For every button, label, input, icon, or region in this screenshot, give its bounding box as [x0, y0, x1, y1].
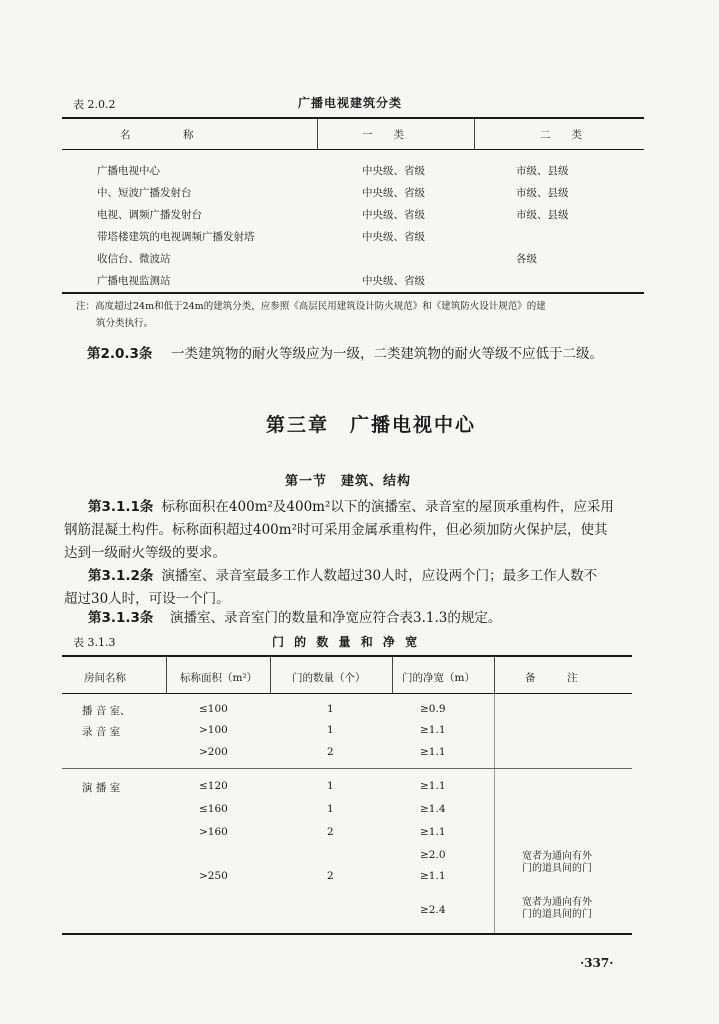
column-header-class2: 二 类 — [540, 129, 582, 141]
row-name: 广播电视监测站 — [97, 275, 171, 287]
table-top-rule — [62, 655, 632, 657]
clause-number: 第3.1.3条 — [88, 610, 154, 626]
table-note — [76, 298, 646, 332]
room-name: 播 音 室、 — [82, 705, 131, 717]
column-header-remark: 备 注 — [525, 672, 578, 684]
row-name: 带塔楼建筑的电视调频广播发射塔 — [97, 231, 255, 243]
clause-text: 演播室、录音室门的数量和净宽应符合表3.1.3的规定。 — [170, 610, 502, 626]
table-header-rule — [62, 149, 644, 150]
table-col-divider — [166, 657, 167, 693]
column-header-count: 门的数量（个） — [292, 672, 366, 684]
table-col-divider — [494, 657, 495, 693]
clause-text: 超过30人时，可设一个门。 — [64, 591, 230, 607]
cell-area: >100 — [199, 724, 228, 736]
cell-width: ≥1.1 — [420, 826, 446, 838]
row-class2: 市级、县级 — [516, 165, 569, 177]
clause-text: 一类建筑物的耐火等级应为一级，二类建筑物的耐火等级不应低于二级。 — [171, 346, 604, 362]
clause-3-1-3 — [88, 607, 501, 630]
cell-count: 2 — [327, 870, 334, 882]
cell-remark — [522, 897, 592, 921]
cell-width: ≥2.0 — [420, 849, 446, 861]
cell-width: ≥1.1 — [420, 724, 446, 736]
remark-line: 门的道具间的门 — [522, 909, 592, 920]
clause-text: 钢筋混凝土构件。标称面积超过400m²时可采用金属承重构件，但必须加防火保护层，使其 — [64, 522, 608, 538]
table-group-rule — [62, 768, 632, 769]
clause-3-1-2 — [64, 565, 649, 611]
column-header-area: 标称面积（m²） — [180, 672, 258, 684]
note-line: 筑分类执行。 — [96, 318, 154, 329]
cell-width: ≥1.1 — [420, 870, 446, 882]
row-name: 中、短波广播发射台 — [97, 187, 192, 199]
table-title: 门 的 数 量 和 净 宽 — [272, 635, 421, 649]
cell-width: ≥1.1 — [420, 780, 446, 792]
cell-remark — [522, 851, 592, 875]
table-bottom-rule — [62, 933, 632, 935]
clause-number: 第2.0.3条 — [87, 346, 153, 362]
clause-text: 演播室、录音室最多工作人数超过30人时，应设两个门；最多工作人数不 — [161, 568, 598, 584]
row-class1: 中央级、省级 — [362, 231, 425, 243]
cell-count: 1 — [327, 780, 334, 792]
cell-count: 1 — [327, 703, 334, 715]
cell-count: 1 — [327, 724, 334, 736]
row-class2: 各级 — [516, 253, 537, 265]
cell-area: ≤160 — [199, 803, 228, 815]
clause-number: 第3.1.1条 — [88, 499, 154, 515]
table-col-divider — [270, 657, 271, 693]
row-class1: 中央级、省级 — [362, 209, 425, 221]
chapter-title: 第三章 广播电视中心 — [266, 414, 477, 436]
column-header-room: 房间名称 — [84, 672, 126, 684]
cell-area: ≤100 — [199, 703, 228, 715]
remark-line: 门的道具间的门 — [522, 863, 592, 874]
cell-area: >250 — [199, 870, 228, 882]
row-class1: 中央级、省级 — [362, 165, 425, 177]
row-name: 广播电视中心 — [97, 165, 160, 177]
cell-width: ≥1.1 — [420, 746, 446, 758]
room-name: 演 播 室 — [82, 782, 121, 794]
table-col-divider — [494, 694, 495, 934]
clause-text: 达到一级耐火等级的要求。 — [64, 545, 226, 561]
column-header-width: 门的净宽（m） — [402, 672, 475, 684]
column-header-class1: 一 类 — [362, 129, 404, 141]
table-top-rule — [62, 117, 644, 119]
note-line: 注：高度超过24m和低于24m的建筑分类，应参照《高层民用建筑设计防火规范》和《建筑防火设计规范》的建 — [76, 301, 546, 312]
table-caption: 表 2.0.2 — [73, 98, 116, 111]
cell-width: ≥2.4 — [420, 904, 446, 916]
cell-area: ≤120 — [199, 780, 228, 792]
cell-width: ≥0.9 — [420, 703, 446, 715]
row-name: 收信台、微波站 — [97, 253, 171, 265]
clause-number: 第3.1.2条 — [88, 568, 154, 584]
row-class2: 市级、县级 — [516, 209, 569, 221]
cell-count: 2 — [327, 746, 334, 758]
section-title: 第一节 建筑、结构 — [285, 474, 412, 489]
row-class1: 中央级、省级 — [362, 275, 425, 287]
clause-text: 标称面积在400m²及400m²以下的演播室、录音室的屋顶承重构件，应采用 — [161, 499, 614, 515]
cell-area: >160 — [199, 826, 228, 838]
table-header-rule — [62, 693, 632, 694]
table-caption: 表 3.1.3 — [73, 636, 116, 649]
row-name: 电视、调频广播发射台 — [97, 209, 202, 221]
clause-2-0-3 — [87, 343, 603, 366]
page-number: ·337· — [580, 956, 614, 970]
cell-width: ≥1.4 — [420, 803, 446, 815]
row-class2: 市级、县级 — [516, 187, 569, 199]
clause-3-1-1 — [64, 496, 649, 565]
table-bottom-rule — [62, 292, 644, 294]
table-col-divider — [474, 119, 475, 149]
table-col-divider — [317, 119, 318, 149]
column-header-name: 名 称 — [120, 129, 194, 141]
cell-count: 1 — [327, 803, 334, 815]
table-col-divider — [392, 657, 393, 693]
remark-line: 宽者为通向有外 — [522, 851, 592, 862]
cell-count: 2 — [327, 826, 334, 838]
table-title: 广播电视建筑分类 — [298, 96, 403, 110]
remark-line: 宽者为通向有外 — [522, 897, 592, 908]
row-class1: 中央级、省级 — [362, 187, 425, 199]
room-name: 录 音 室 — [82, 726, 121, 738]
cell-area: >200 — [199, 746, 228, 758]
